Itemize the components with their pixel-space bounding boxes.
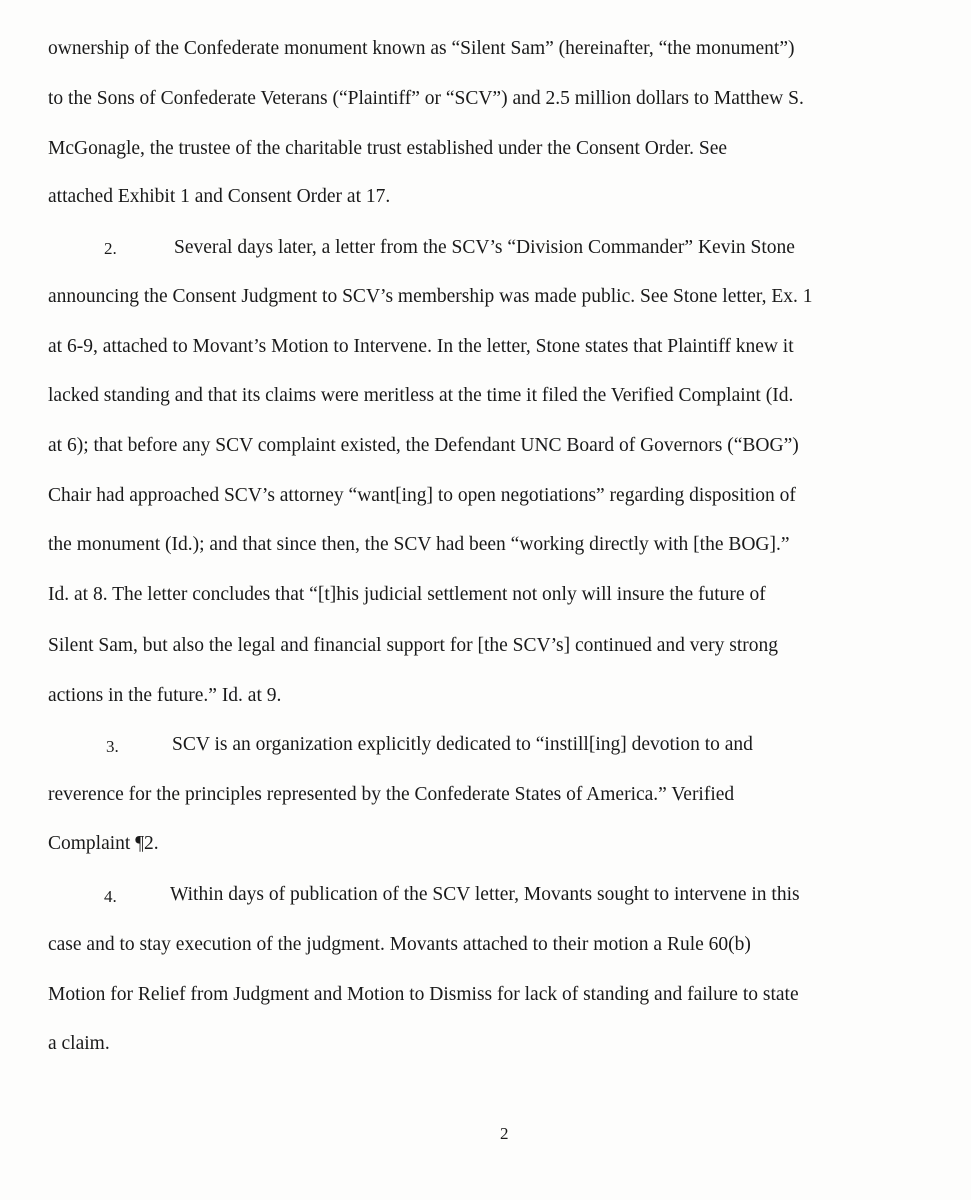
paragraph-number: 4.	[104, 887, 117, 906]
paragraph-number: 3.	[106, 737, 119, 756]
text-line: actions in the future.” Id. at 9.	[48, 685, 282, 706]
paragraph-number: 2.	[104, 239, 117, 258]
text-line: Silent Sam, but also the legal and financial support for [the SCV’s] continued and very strong	[48, 635, 779, 656]
text-line: Complaint ¶2.	[48, 833, 159, 854]
page-number: 2	[500, 1124, 509, 1143]
text-line: Chair had approached SCV’s attorney “want[ing] to open negotiations” regarding disposition of	[48, 485, 796, 506]
text-line: announcing the Consent Judgment to SCV’s membership was made public. See Stone letter, Ex. 1	[48, 286, 813, 307]
text-line: McGonagle, the trustee of the charitable trust established under the Consent Order. See	[48, 138, 728, 159]
text-line: at 6); that before any SCV complaint existed, the Defendant UNC Board of Governors (“BOG”)	[48, 435, 799, 456]
text-line: attached Exhibit 1 and Consent Order at 17.	[48, 186, 391, 207]
text-line: SCV is an organization explicitly dedicated to “instill[ing] devotion to and	[172, 734, 753, 755]
text-line: Within days of publication of the SCV letter, Movants sought to intervene in this	[170, 884, 800, 905]
text-line: Several days later, a letter from the SCV’s “Division Commander” Kevin Stone	[174, 237, 795, 258]
text-line: ownership of the Confederate monument known as “Silent Sam” (hereinafter, “the monument”)	[48, 38, 795, 59]
text-line: a claim.	[48, 1033, 110, 1054]
text-line: the monument (Id.); and that since then, the SCV had been “working directly with [the BOG].”	[48, 534, 790, 555]
text-line: Id. at 8. The letter concludes that “[t]his judicial settlement not only will insure the future of	[48, 584, 766, 605]
text-line: at 6-9, attached to Movant’s Motion to Intervene. In the letter, Stone states that Plaintiff knew it	[48, 336, 794, 357]
text-line: to the Sons of Confederate Veterans (“Plaintiff” or “SCV”) and 2.5 million dollars to Matthew S.	[48, 88, 804, 109]
text-line: case and to stay execution of the judgment. Movants attached to their motion a Rule 60(b)	[48, 934, 751, 955]
text-line: lacked standing and that its claims were meritless at the time it filed the Verified Complaint (Id.	[48, 385, 794, 406]
text-line: Motion for Relief from Judgment and Motion to Dismiss for lack of standing and failure to state	[48, 984, 799, 1005]
text-line: reverence for the principles represented by the Confederate States of America.” Verified	[48, 784, 735, 805]
